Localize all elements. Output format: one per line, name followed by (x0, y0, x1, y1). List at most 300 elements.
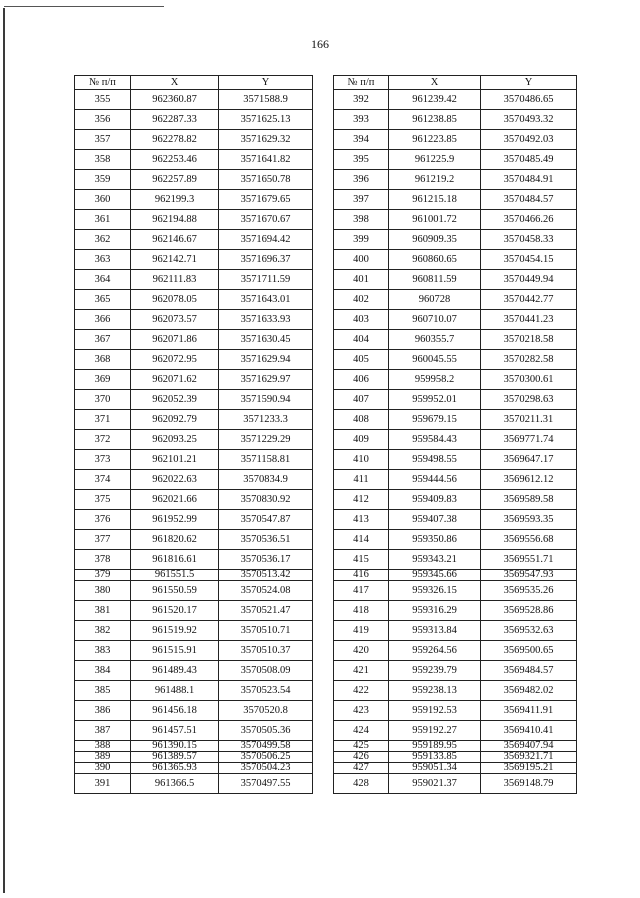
cell-x: 960909.35 (389, 230, 481, 250)
cell-y: 3571679.65 (219, 190, 313, 210)
table-row (334, 621, 577, 641)
table-row (334, 752, 577, 763)
cell-x: 961390.15 (131, 741, 219, 752)
table-row (334, 170, 577, 190)
table-row (334, 350, 577, 370)
table-row (334, 510, 577, 530)
cell-x: 962093.25 (131, 430, 219, 450)
cell-y: 3569195.21 (481, 763, 577, 774)
cell-x: 962072.95 (131, 350, 219, 370)
cell-y: 3570547.87 (219, 510, 313, 530)
cell-y: 3570834.9 (219, 470, 313, 490)
cell-number: 372 (75, 430, 131, 450)
cell-number: 371 (75, 410, 131, 430)
cell-number: 355 (75, 90, 131, 110)
cell-x: 961550.59 (131, 581, 219, 601)
cell-x: 962078.05 (131, 290, 219, 310)
cell-number: 423 (334, 701, 389, 721)
cell-number: 406 (334, 370, 389, 390)
cell-x: 961551.5 (131, 570, 219, 581)
table-row (334, 490, 577, 510)
scan-edge-top (4, 6, 164, 7)
cell-x: 962257.89 (131, 170, 219, 190)
cell-y: 3570520.8 (219, 701, 313, 721)
cell-x: 959952.01 (389, 390, 481, 410)
cell-y: 3569556.68 (481, 530, 577, 550)
cell-x: 961238.85 (389, 110, 481, 130)
table-row (75, 390, 313, 410)
cell-x: 959192.27 (389, 721, 481, 741)
cell-x: 959051.34 (389, 763, 481, 774)
cell-y: 3569528.86 (481, 601, 577, 621)
cell-y: 3570486.65 (481, 90, 577, 110)
cell-number: 394 (334, 130, 389, 150)
cell-y: 3569612.12 (481, 470, 577, 490)
column-header-number: № п/п (334, 76, 389, 90)
table-row (334, 390, 577, 410)
cell-number: 424 (334, 721, 389, 741)
cell-y: 3571625.13 (219, 110, 313, 130)
cell-y: 3569532.63 (481, 621, 577, 641)
cell-x: 962360.87 (131, 90, 219, 110)
cell-number: 383 (75, 641, 131, 661)
cell-y: 3570492.03 (481, 130, 577, 150)
cell-x: 962052.39 (131, 390, 219, 410)
cell-y: 3570830.92 (219, 490, 313, 510)
table-row (75, 641, 313, 661)
column-header-number: № п/п (75, 76, 131, 90)
cell-y: 3569410.41 (481, 721, 577, 741)
cell-y: 3569148.79 (481, 774, 577, 794)
cell-number: 401 (334, 270, 389, 290)
table-row (75, 290, 313, 310)
table-row (75, 752, 313, 763)
cell-x: 961820.62 (131, 530, 219, 550)
table-row (334, 450, 577, 470)
cell-number: 374 (75, 470, 131, 490)
cell-x: 961456.18 (131, 701, 219, 721)
cell-number: 382 (75, 621, 131, 641)
cell-number: 391 (75, 774, 131, 794)
column-header-x: X (389, 76, 481, 90)
cell-number: 359 (75, 170, 131, 190)
cell-y: 3570510.37 (219, 641, 313, 661)
table-row (75, 774, 313, 794)
cell-number: 405 (334, 350, 389, 370)
table-row (334, 270, 577, 290)
table-row (334, 550, 577, 570)
table-row (334, 290, 577, 310)
cell-number: 417 (334, 581, 389, 601)
cell-y: 3570300.61 (481, 370, 577, 390)
cell-number: 402 (334, 290, 389, 310)
table-row (334, 190, 577, 210)
cell-x: 962253.46 (131, 150, 219, 170)
cell-x: 962021.66 (131, 490, 219, 510)
cell-x: 959192.53 (389, 701, 481, 721)
cell-number: 380 (75, 581, 131, 601)
cell-number: 386 (75, 701, 131, 721)
cell-number: 400 (334, 250, 389, 270)
cell-y: 3570506.25 (219, 752, 313, 763)
column-header-y: Y (481, 76, 577, 90)
cell-number: 392 (334, 90, 389, 110)
table-row (334, 581, 577, 601)
cell-x: 959345.66 (389, 570, 481, 581)
cell-number: 410 (334, 450, 389, 470)
table-row (334, 430, 577, 450)
cell-y: 3571229.29 (219, 430, 313, 450)
coordinates-table-right (333, 75, 577, 794)
cell-x: 960355.7 (389, 330, 481, 350)
cell-x: 959313.84 (389, 621, 481, 641)
cell-x: 960728 (389, 290, 481, 310)
cell-number: 393 (334, 110, 389, 130)
cell-x: 961519.92 (131, 621, 219, 641)
cell-x: 962194.88 (131, 210, 219, 230)
cell-number: 419 (334, 621, 389, 641)
table-row (75, 150, 313, 170)
cell-x: 959444.56 (389, 470, 481, 490)
table-row (334, 250, 577, 270)
table-row (334, 110, 577, 130)
table-row (75, 763, 313, 774)
cell-number: 427 (334, 763, 389, 774)
table-row (75, 310, 313, 330)
table-row (75, 510, 313, 530)
cell-y: 3570493.32 (481, 110, 577, 130)
table-row (75, 250, 313, 270)
cell-number: 376 (75, 510, 131, 530)
cell-y: 3570508.09 (219, 661, 313, 681)
cell-x: 961239.42 (389, 90, 481, 110)
cell-y: 3570499.58 (219, 741, 313, 752)
table-row (334, 741, 577, 752)
cell-number: 413 (334, 510, 389, 530)
cell-number: 397 (334, 190, 389, 210)
scan-edge-left (3, 8, 5, 893)
cell-number: 395 (334, 150, 389, 170)
cell-number: 356 (75, 110, 131, 130)
cell-number: 387 (75, 721, 131, 741)
cell-x: 959679.15 (389, 410, 481, 430)
cell-number: 367 (75, 330, 131, 350)
cell-number: 398 (334, 210, 389, 230)
cell-y: 3571650.78 (219, 170, 313, 190)
cell-y: 3569589.58 (481, 490, 577, 510)
cell-y: 3571588.9 (219, 90, 313, 110)
cell-x: 959021.37 (389, 774, 481, 794)
cell-y: 3570521.47 (219, 601, 313, 621)
cell-y: 3570484.91 (481, 170, 577, 190)
cell-x: 959350.86 (389, 530, 481, 550)
cell-number: 358 (75, 150, 131, 170)
cell-number: 396 (334, 170, 389, 190)
cell-x: 959133.85 (389, 752, 481, 763)
table-row (75, 130, 313, 150)
cell-x: 961219.2 (389, 170, 481, 190)
table-row (75, 110, 313, 130)
table-row (334, 763, 577, 774)
cell-number: 361 (75, 210, 131, 230)
cell-x: 961215.18 (389, 190, 481, 210)
cell-number: 428 (334, 774, 389, 794)
table-row (334, 601, 577, 621)
cell-y: 3569500.65 (481, 641, 577, 661)
table-row (334, 90, 577, 110)
cell-y: 3570282.58 (481, 350, 577, 370)
cell-x: 959343.21 (389, 550, 481, 570)
cell-y: 3569484.57 (481, 661, 577, 681)
cell-number: 366 (75, 310, 131, 330)
cell-y: 3571158.81 (219, 450, 313, 470)
cell-number: 390 (75, 763, 131, 774)
cell-y: 3570442.77 (481, 290, 577, 310)
table-row (334, 721, 577, 741)
cell-number: 421 (334, 661, 389, 681)
cell-x: 961488.1 (131, 681, 219, 701)
cell-number: 370 (75, 390, 131, 410)
cell-x: 962278.82 (131, 130, 219, 150)
table-row (75, 490, 313, 510)
cell-x: 959239.79 (389, 661, 481, 681)
cell-x: 962092.79 (131, 410, 219, 430)
cell-number: 363 (75, 250, 131, 270)
table-row (334, 641, 577, 661)
table-row (334, 681, 577, 701)
cell-x: 959238.13 (389, 681, 481, 701)
table-row (334, 410, 577, 430)
cell-y: 3571629.32 (219, 130, 313, 150)
table-row (334, 370, 577, 390)
cell-number: 377 (75, 530, 131, 550)
cell-x: 959584.43 (389, 430, 481, 450)
cell-number: 411 (334, 470, 389, 490)
cell-y: 3569771.74 (481, 430, 577, 450)
cell-y: 3571629.97 (219, 370, 313, 390)
cell-y: 3570510.71 (219, 621, 313, 641)
cell-x: 962199.3 (131, 190, 219, 210)
cell-x: 962111.83 (131, 270, 219, 290)
cell-x: 962146.67 (131, 230, 219, 250)
cell-number: 388 (75, 741, 131, 752)
cell-x: 962287.33 (131, 110, 219, 130)
cell-x: 959407.38 (389, 510, 481, 530)
cell-x: 959409.83 (389, 490, 481, 510)
column-header-y: Y (219, 76, 313, 90)
cell-number: 409 (334, 430, 389, 450)
table-row (75, 350, 313, 370)
cell-x: 959326.15 (389, 581, 481, 601)
table-row (75, 601, 313, 621)
cell-x: 962071.62 (131, 370, 219, 390)
table-header-row (75, 76, 313, 90)
cell-y: 3569407.94 (481, 741, 577, 752)
table-row (75, 470, 313, 490)
cell-number: 364 (75, 270, 131, 290)
cell-y: 3570497.55 (219, 774, 313, 794)
cell-number: 403 (334, 310, 389, 330)
cell-x: 962073.57 (131, 310, 219, 330)
cell-y: 3570524.08 (219, 581, 313, 601)
cell-y: 3570513.42 (219, 570, 313, 581)
cell-x: 961952.99 (131, 510, 219, 530)
cell-number: 365 (75, 290, 131, 310)
cell-x: 959958.2 (389, 370, 481, 390)
cell-number: 368 (75, 350, 131, 370)
cell-x: 959316.29 (389, 601, 481, 621)
table-row (75, 430, 313, 450)
table-row (75, 581, 313, 601)
cell-x: 961489.43 (131, 661, 219, 681)
table-header-row (334, 76, 577, 90)
table-row (75, 90, 313, 110)
cell-y: 3570441.23 (481, 310, 577, 330)
table-row (334, 661, 577, 681)
table-row (75, 410, 313, 430)
cell-y: 3570523.54 (219, 681, 313, 701)
cell-y: 3571590.94 (219, 390, 313, 410)
table-row (334, 530, 577, 550)
cell-number: 420 (334, 641, 389, 661)
coordinates-table-left (74, 75, 313, 794)
cell-y: 3571670.67 (219, 210, 313, 230)
cell-y: 3571711.59 (219, 270, 313, 290)
cell-y: 3571641.82 (219, 150, 313, 170)
table-row (75, 230, 313, 250)
cell-number: 422 (334, 681, 389, 701)
table-row (334, 150, 577, 170)
cell-number: 375 (75, 490, 131, 510)
cell-y: 3570298.63 (481, 390, 577, 410)
cell-x: 961457.51 (131, 721, 219, 741)
cell-number: 412 (334, 490, 389, 510)
table-row (334, 570, 577, 581)
cell-y: 3570449.94 (481, 270, 577, 290)
table-row (334, 210, 577, 230)
cell-x: 962071.86 (131, 330, 219, 350)
cell-y: 3569551.71 (481, 550, 577, 570)
cell-y: 3569482.02 (481, 681, 577, 701)
cell-x: 961223.85 (389, 130, 481, 150)
cell-number: 381 (75, 601, 131, 621)
table-row (75, 210, 313, 230)
cell-y: 3569321.71 (481, 752, 577, 763)
cell-x: 962142.71 (131, 250, 219, 270)
table-row (75, 190, 313, 210)
cell-x: 960811.59 (389, 270, 481, 290)
cell-number: 426 (334, 752, 389, 763)
table-row (75, 721, 313, 741)
cell-x: 961366.5 (131, 774, 219, 794)
table-row (334, 310, 577, 330)
cell-x: 959189.95 (389, 741, 481, 752)
cell-y: 3569647.17 (481, 450, 577, 470)
cell-number: 404 (334, 330, 389, 350)
cell-y: 3570458.33 (481, 230, 577, 250)
table-row (75, 170, 313, 190)
cell-y: 3570536.17 (219, 550, 313, 570)
cell-y: 3571643.01 (219, 290, 313, 310)
cell-number: 415 (334, 550, 389, 570)
cell-y: 3571633.93 (219, 310, 313, 330)
cell-x: 960045.55 (389, 350, 481, 370)
cell-x: 961515.91 (131, 641, 219, 661)
table-row (75, 621, 313, 641)
table-row (75, 330, 313, 350)
cell-x: 960860.65 (389, 250, 481, 270)
cell-number: 373 (75, 450, 131, 470)
cell-y: 3570466.26 (481, 210, 577, 230)
cell-number: 418 (334, 601, 389, 621)
cell-y: 3570536.51 (219, 530, 313, 550)
table-row (75, 570, 313, 581)
cell-number: 399 (334, 230, 389, 250)
cell-y: 3570211.31 (481, 410, 577, 430)
cell-number: 389 (75, 752, 131, 763)
table-row (75, 270, 313, 290)
cell-number: 414 (334, 530, 389, 550)
table-row (75, 550, 313, 570)
cell-number: 369 (75, 370, 131, 390)
table-row (75, 661, 313, 681)
table-row (75, 450, 313, 470)
table-row (334, 330, 577, 350)
cell-number: 425 (334, 741, 389, 752)
table-row (75, 370, 313, 390)
cell-y: 3571694.42 (219, 230, 313, 250)
cell-y: 3569593.35 (481, 510, 577, 530)
cell-y: 3571233.3 (219, 410, 313, 430)
cell-y: 3571630.45 (219, 330, 313, 350)
cell-number: 378 (75, 550, 131, 570)
cell-y: 3570454.15 (481, 250, 577, 270)
table-row (334, 130, 577, 150)
cell-number: 357 (75, 130, 131, 150)
cell-x: 959498.55 (389, 450, 481, 470)
column-header-x: X (131, 76, 219, 90)
cell-number: 379 (75, 570, 131, 581)
table-row (334, 701, 577, 721)
cell-y: 3571629.94 (219, 350, 313, 370)
cell-x: 962101.21 (131, 450, 219, 470)
table-row (75, 701, 313, 721)
cell-y: 3570218.58 (481, 330, 577, 350)
cell-x: 961365.93 (131, 763, 219, 774)
table-row (75, 530, 313, 550)
cell-x: 961001.72 (389, 210, 481, 230)
table-row (75, 681, 313, 701)
cell-x: 961225.9 (389, 150, 481, 170)
page-number: 166 (311, 37, 329, 51)
cell-x: 962022.63 (131, 470, 219, 490)
cell-number: 408 (334, 410, 389, 430)
cell-x: 960710.07 (389, 310, 481, 330)
cell-x: 961816.61 (131, 550, 219, 570)
cell-y: 3569411.91 (481, 701, 577, 721)
cell-number: 384 (75, 661, 131, 681)
cell-x: 959264.56 (389, 641, 481, 661)
cell-y: 3569535.26 (481, 581, 577, 601)
table-row (75, 741, 313, 752)
cell-x: 961520.17 (131, 601, 219, 621)
cell-number: 385 (75, 681, 131, 701)
table-row (334, 470, 577, 490)
cell-y: 3570504.23 (219, 763, 313, 774)
cell-y: 3570505.36 (219, 721, 313, 741)
cell-x: 961389.57 (131, 752, 219, 763)
cell-number: 416 (334, 570, 389, 581)
